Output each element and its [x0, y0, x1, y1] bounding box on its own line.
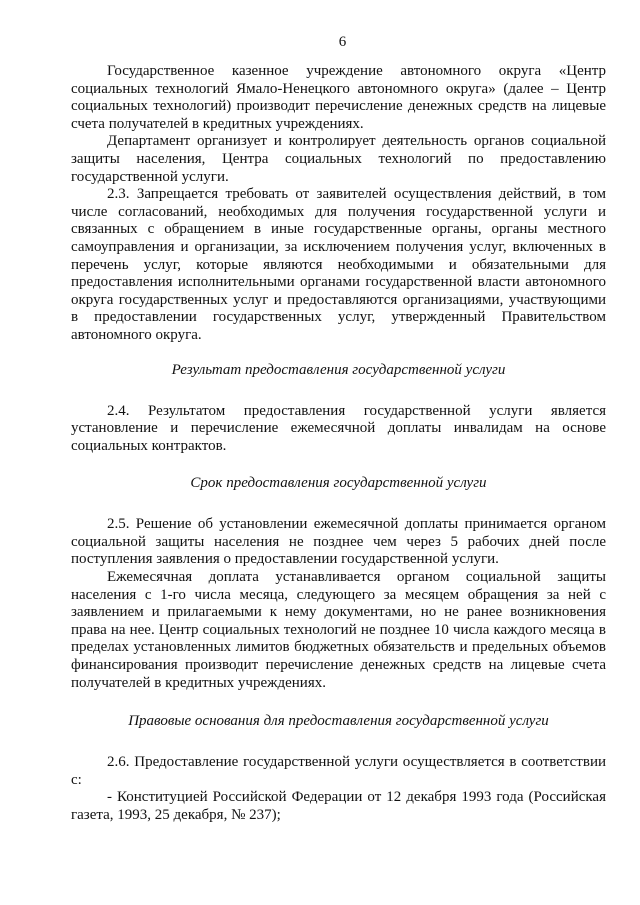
paragraph-2-4-result: 2.4. Результатом предоставления государственной услуги является установление и перечисление ежемесячной доплаты инвалидам на основе социальных контрактов. [71, 402, 606, 454]
heading-legal-basis: Правовые основания для предоставления государственной услуги [128, 713, 549, 730]
paragraph-monthly-payment: Ежемесячная доплата устанавливается органом социальной защиты населения с 1-го числа месяца, следующего за месяцем обращения за ней с заявлением и прилагаемыми к нему документами, но не ранее возникновения права на нее. Центр социальных технологий не позднее 10 числа каждого месяца в пределах установленных лимитов бюджетных обязательств и предельных объемов финансирования производит перечисление денежных средств на лицевые счета получателей в кредитных учреждениях. [71, 569, 606, 691]
paragraph-2-6-legal: 2.6. Предоставление государственной услуги осуществляется в соответствии с: [71, 754, 606, 788]
heading-service-result: Результат предоставления государственной услуги [171, 361, 506, 378]
heading-service-term: Срок предоставления государственной услуги [190, 475, 487, 492]
page-number: 6 [338, 34, 347, 50]
paragraph-department-control: Департамент организует и контролирует деятельность органов социальной защиты населения, Центра социальных технологий по предоставлению государственной услуги. [71, 133, 606, 185]
paragraph-2-5-decision: 2.5. Решение об установлении ежемесячной доплаты принимается органом социальной защиты населения не позднее чем через 5 рабочих дней после поступления заявления о предоставлении государственной услуги. [71, 516, 606, 568]
paragraph-2-3-prohibition: 2.3. Запрещается требовать от заявителей осуществления действий, в том числе согласований, необходимых для получения государственной услуги и связанных с обращением в иные государственные органы, органы местного самоуправления и организации, за исключением получения услуг, включенных в перечень услуг, которые являются необходимыми и обязательными для предоставления исполнительными органами государственной власти автономного округа государственных услуг и предоставляются организациями, участвующими в предоставлении государственных услуг, утвержденный Правительством автономного округа. [71, 186, 606, 343]
paragraph-constitution: - Конституцией Российской Федерации от 12 декабря 1993 года (Российская газета, 1993, 25 декабря, № 237); [71, 789, 606, 823]
paragraph-center-payments: Государственное казенное учреждение автономного округа «Центр социальных технологий Ямало-Ненецкого автономного округа» (далее – Центр социальных технологий) производит перечисление денежных средств на лицевые счета получателей в кредитных учреждениях. [71, 63, 606, 132]
